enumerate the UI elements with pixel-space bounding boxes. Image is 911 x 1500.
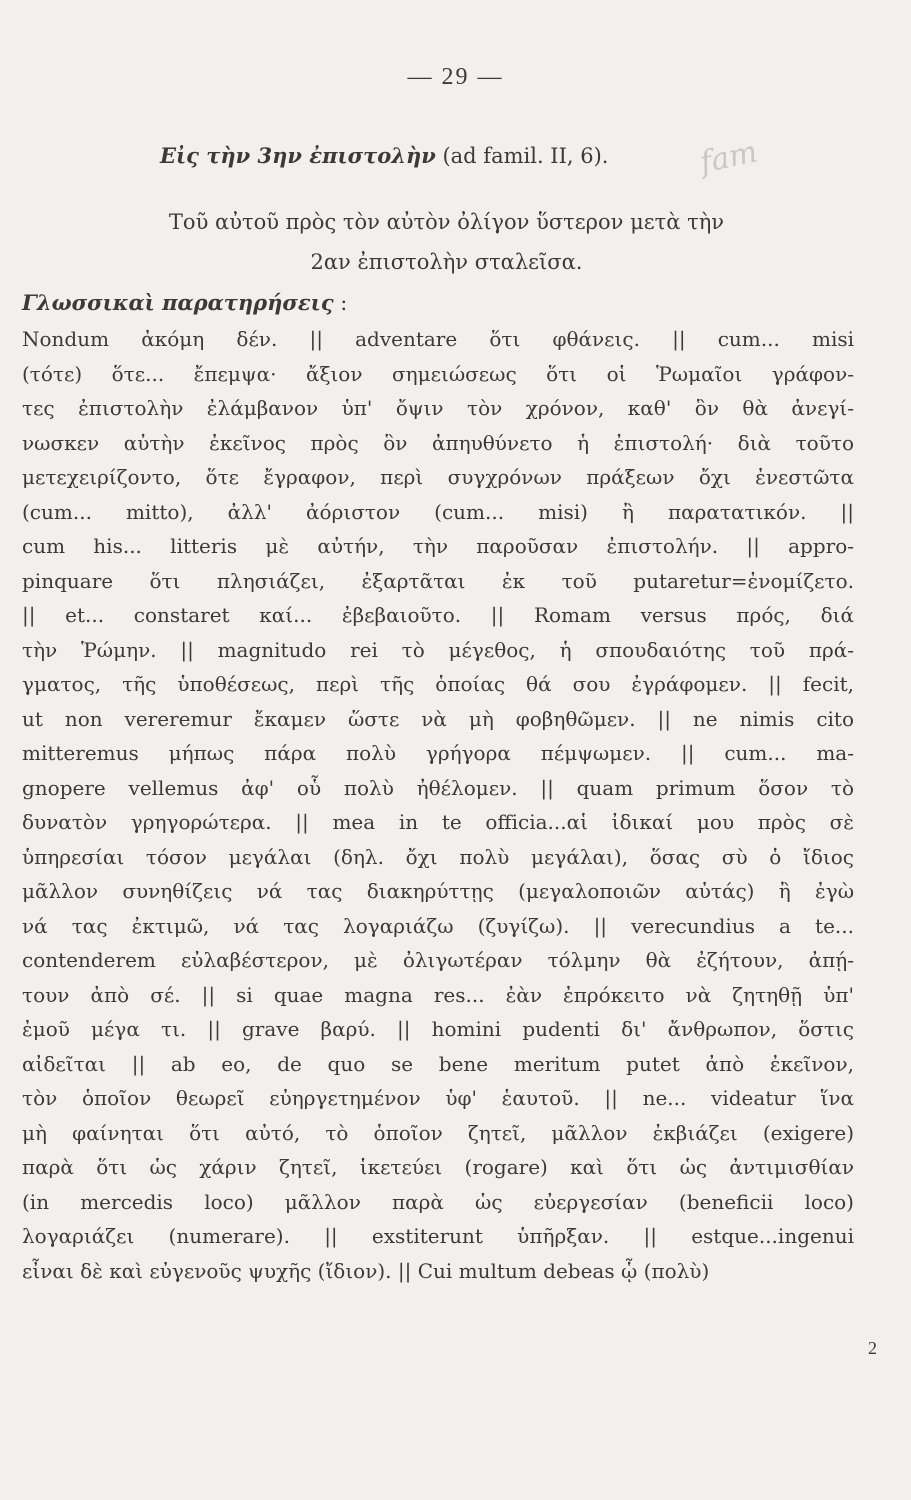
text-line: || et... constaret καί... ἐβεβαιοῦτο. || Romam versus πρός, διά — [22, 603, 854, 627]
text-line: Nondum ἀκόμη δέν. || adventare ὅτι φθάνεις. || cum... misi — [22, 327, 854, 351]
text-line: δυνατὸν γρηγορώτερα. || mea in te officia...αἱ ἰδικαί μου πρὸς σὲ — [22, 810, 854, 834]
text-line: μᾶλλον συνηθίζεις νά τας διακηρύττῃς (μεγαλοποιῶν αὐτάς) ἢ ἐγὼ — [22, 879, 854, 903]
text-line: αἰδεῖται || ab eo, de quo se bene meritum putet ἀπὸ ἐκεῖνον, — [22, 1051, 854, 1076]
text-line: ut non vereremur ἔκαμεν ὥστε νὰ μὴ φοβηθῶμεν. || ne nimis cito — [22, 706, 854, 731]
text-line: (cum... mitto), ἀλλ' ἀόριστον (cum... misi) ἢ παρατατικόν. || — [22, 499, 854, 524]
text-line: pinquare ὅτι πλησιάζει, ἐξαρτᾶται ἐκ τοῦ putaretur=ἐνομίζετο. — [22, 568, 854, 593]
text-line: γματος, τῆς ὑποθέσεως, περὶ τῆς ὁποίας θά σου ἐγράφομεν. || fecit, — [22, 672, 854, 696]
text-line: τὴν Ῥώμην. || magnitudo rei τὸ μέγεθος, ἡ σπουδαιότης τοῦ πρά- — [22, 637, 854, 662]
section-title — [22, 290, 347, 315]
text-line: ἐμοῦ μέγα τι. || grave βαρύ. || homini pudenti δι' ἄνθρωπον, ὅστις — [22, 1017, 854, 1041]
text-line: τουν ἀπὸ σέ. || si quae magna res... ἐὰν ἐπρόκειτο νὰ ζητηθῇ ὑπ' — [22, 982, 854, 1007]
commentary-body — [22, 322, 854, 1288]
text-line: νωσκεν αὐτὴν ἐκεῖνος πρὸς ὃν ἀπηυθύνετο ἡ ἐπιστολή· διὰ τοῦτο — [22, 430, 854, 455]
text-line: mitteremus μήπως πάρα πολὺ γρήγορα πέμψωμεν. || cum... ma- — [22, 741, 854, 765]
text-line: contenderem εὐλαβέστερον, μὲ ὀλιγωτέραν τόλμην θὰ ἐζήτουν, ἀπῄ- — [22, 948, 854, 972]
subtitle-line: Τοῦ αὐτοῦ πρὸς τὸν αὐτὸν ὀλίγον ὕστερον μετὰ τὴν — [168, 210, 725, 234]
text-line: μὴ φαίνηται ὅτι αὐτό, τὸ ὁποῖον ζητεῖ, μᾶλλον ἐκβιάζει (exigere) — [22, 1120, 854, 1145]
pencil-annotation: fam — [696, 134, 761, 181]
margin-mark: 2 — [868, 1338, 877, 1358]
section-title-text: Γλωσσικαὶ παρατηρήσεις — [22, 290, 334, 315]
text-line: λογαριάζει (numerare). || exstiterunt ὑπῆρξαν. || estque...ingenui — [22, 1224, 854, 1248]
text-line: εἶναι δὲ καὶ εὐγενοῦς ψυχῆς (ἴδιον). || Cui multum debeas ᾧ (πολὺ) — [22, 1258, 710, 1283]
text-line: (τότε) ὅτε... ἔπεμψα· ἄξιον σημειώσεως ὅτι οἱ Ῥωμαῖοι γράφον- — [22, 361, 854, 386]
text-line: τες ἐπιστολὴν ἐλάμβανον ὑπ' ὄψιν τὸν χρόνον, καθ' ὃν θὰ ἀνεγί- — [22, 396, 854, 420]
section-title-colon: : — [333, 291, 348, 315]
subtitle-line: 2αν ἐπιστολὴν σταλεῖσα. — [310, 250, 583, 274]
heading-reference: (ad famil. II, 6). — [435, 144, 609, 168]
page-number: — 29 — — [407, 64, 504, 90]
letter-heading — [160, 143, 608, 168]
text-line: ὑπηρεσίαι τόσον μεγάλαι (δηλ. ὄχι πολὺ μεγάλαι), ὅσας σὺ ὁ ἴδιος — [22, 844, 854, 869]
text-line: μετεχειρίζοντο, ὅτε ἔγραφον, περὶ συγχρόνων πράξεων ὄχι ἐνεστῶτα — [22, 465, 854, 489]
text-line: νά τας ἐκτιμῶ, νά τας λογαριάζω (ζυγίζω). || verecundius a te... — [22, 913, 854, 938]
text-line: (in mercedis loco) μᾶλλον παρὰ ὡς εὐεργεσίαν (beneficii loco) — [22, 1189, 854, 1214]
letter-subtitle — [22, 202, 871, 282]
text-line: τὸν ὁποῖον θεωρεῖ εὐηργετημένον ὑφ' ἑαυτοῦ. || ne... videatur ἵνα — [22, 1086, 854, 1110]
text-line: gnopere vellemus ἀφ' οὗ πολὺ ἠθέλομεν. || quam primum ὅσον τὸ — [22, 775, 854, 800]
heading-title: Εἰς τὴν 3ην ἐπιστολὴν — [160, 143, 436, 168]
text-line: cum his... litteris μὲ αὐτήν, τὴν παροῦσαν ἐπιστολήν. || appro- — [22, 534, 854, 558]
text-line: παρὰ ὅτι ὡς χάριν ζητεῖ, ἱκετεύει (rogare) καὶ ὅτι ὡς ἀντιμισθίαν — [22, 1155, 854, 1179]
